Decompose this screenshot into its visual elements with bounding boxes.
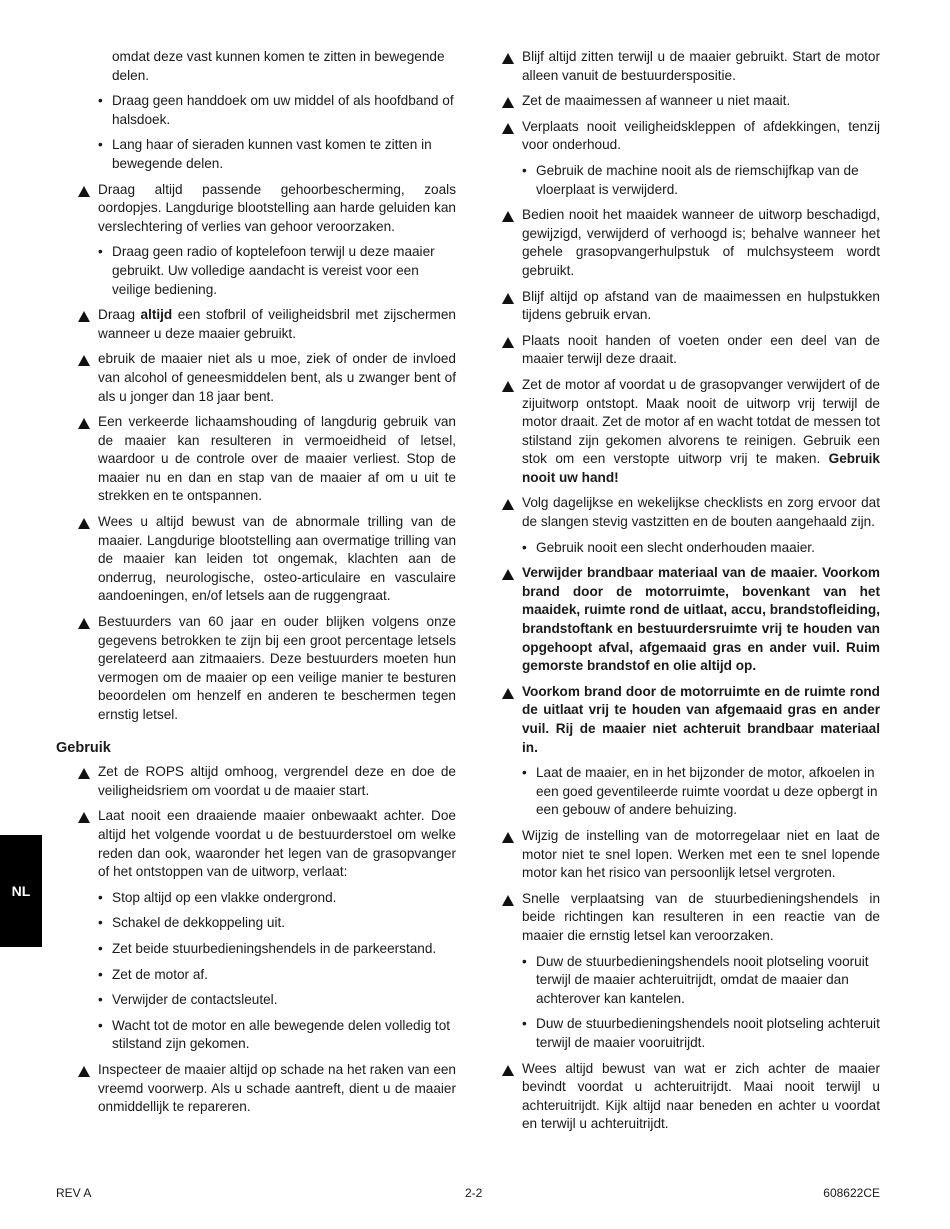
warning-item: Blijf altijd zitten terwijl u de maaier gebruikt. Start de motor alleen vanuit de bestuurderspositie. [480, 48, 880, 85]
language-tab: NL [0, 835, 42, 947]
warning-item: Wijzig de instelling van de motorregelaar niet en laat de motor niet te snel lopen. Werken met een te snel lopende motor kan het risico van persoonlijk letsel vergroten. [480, 827, 880, 883]
continued-text: omdat deze vast kunnen komen te zitten in bewegende delen. [112, 49, 445, 83]
bullet-item: • Laat de maaier, en in het bijzonder de motor, afkoelen in een goed geventileerde ruimte voordat u deze opbergt in een gebouw of andere behuizing. [480, 764, 880, 820]
warning-item: Bedien nooit het maaidek wanneer de uitworp beschadigd, gewijzigd, verwijderd of verhoogd is; behalve wanneer het gehele grasopvangerhulpstuk of mulchsysteem wordt gebruikt. [480, 206, 880, 280]
warning-triangle-icon [78, 1066, 90, 1077]
footer-document-number: 608622CE [823, 1186, 880, 1200]
warning-item: Wees altijd bewust van wat er zich achter de maaier bevindt voordat u achteruitrijdt. Maai nooit terwijl u achteruitrijdt. Kijk altijd naar beneden en achter u voordat en terwijl u achteruitrijdt. [480, 1060, 880, 1134]
warning-triangle-icon [502, 832, 514, 843]
bullet-item: • Draag geen radio of koptelefoon terwijl u deze maaier gebruikt. Uw volledige aandacht is vereist voor een veilige bediening. [56, 243, 456, 299]
warning-item: Laat nooit een draaiende maaier onbewaakt achter. Doe altijd het volgende voordat u de bestuurderstoel om welke reden dan ook, waaronder het legen van de grasopvanger of het ontstoppen van de uitworp, verlaat: [56, 807, 456, 881]
right-column [480, 48, 880, 1141]
warning-item: Volg dagelijkse en wekelijkse checklists en zorg ervoor dat de slangen stevig vastzitten en de bouten aangehaald zijn. [480, 494, 880, 531]
warning-item: ebruik de maaier niet als u moe, ziek of onder de invloed van alcohol of geneesmiddelen bent, als u zwanger bent of als u jonger dan 18 jaar bent. [56, 350, 456, 406]
warning-item: Inspecteer de maaier altijd op schade na het raken van een vreemd voorwerp. Als u schade aantreft, dient u de maaier onmiddellijk te repareren. [56, 1061, 456, 1117]
warning-item: Snelle verplaatsing van de stuurbedieningshendels in beide richtingen kan resulteren in een reactie van de maaier die ernstig letsel kan veroorzaken. [480, 890, 880, 946]
warning-triangle-icon [78, 418, 90, 429]
warning-item: Verwijder brandbaar materiaal van de maaier. Voorkom brand door de motorruimte, bovenkant van het maaidek, ruimte rond de uitlaat, accu, brandstofleiding, brandstoftank en bestuurdersruimte vrij te houden van opgehoopt afval, afgemaaid gras en ander vuil. Ruim gemorste brandstof en olie altijd op. [480, 564, 880, 676]
warning-triangle-icon [78, 311, 90, 322]
warning-triangle-icon [78, 618, 90, 629]
warning-triangle-icon [78, 768, 90, 779]
warning-triangle-icon [502, 499, 514, 510]
bullet-item: • Duw de stuurbedieningshendels nooit plotseling vooruit terwijl de maaier achteruitrijdt, omdat de maaier dan achterover kan kantelen. [480, 953, 880, 1009]
warning-triangle-icon [78, 186, 90, 197]
bullet-item: • Draag geen handdoek om uw middel of als hoofdband of halsdoek. [56, 92, 456, 129]
bullet-item: • Zet beide stuurbedieningshendels in de parkeerstand. [56, 940, 456, 959]
warning-triangle-icon [502, 895, 514, 906]
warning-item: Draag altijd een stofbril of veiligheidsbril met zijschermen wanneer u deze maaier gebruikt. [56, 306, 456, 343]
bullet-item: • Lang haar of sieraden kunnen vast komen te zitten in bewegende delen. [56, 136, 456, 173]
warning-triangle-icon [78, 355, 90, 366]
section-heading: Gebruik [56, 739, 111, 756]
bullet-item: • Schakel de dekkoppeling uit. [56, 914, 456, 933]
bullet-item: • Gebruik de machine nooit als de riemschijfkap van de vloerplaat is verwijderd. [480, 162, 880, 199]
bullet-item: • Zet de motor af. [56, 966, 456, 985]
warning-item: Zet de ROPS altijd omhoog, vergrendel deze en doe de veiligheidsriem om voordat u de maaier start. [56, 763, 456, 800]
warning-item: Voorkom brand door de motorruimte en de ruimte rond de uitlaat vrij te houden van afgemaaid gras en ander vuil. Rij de maaier niet achteruit brandbaar materiaal in. [480, 683, 880, 757]
warning-triangle-icon [502, 97, 514, 108]
warning-triangle-icon [502, 1065, 514, 1076]
warning-triangle-icon [502, 337, 514, 348]
warning-item: Draag altijd passende gehoorbescherming, zoals oordopjes. Langdurige blootstelling aan harde geluiden kan verslechtering of verlies van gehoor veroorzaken. [56, 181, 456, 237]
warning-item: Een verkeerde lichaamshouding of langdurig gebruik van de maaier kan resulteren in vermoeidheid of letsel, waardoor u de controle over de maaier verliest. Stop de maaier nu en dan en stap van de maaier af om u uit te strekken en te ontspannen. [56, 413, 456, 506]
warning-item: Blijf altijd op afstand van de maaimessen en hulpstukken tijdens gebruik ervan. [480, 288, 880, 325]
warning-triangle-icon [502, 211, 514, 222]
warning-triangle-icon [502, 293, 514, 304]
footer-page-number: 2-2 [465, 1186, 483, 1200]
warning-item: Bestuurders van 60 jaar en ouder blijken volgens onze gegevens betrokken te zijn bij een groot percentage letsels gerelateerd aan zitmaaiers. Deze bestuurders moeten hun vermogen om de maaier op een veilige manier te besturen beoordelen om henzelf en anderen te beschermen tegen ernstig letsel. [56, 613, 456, 725]
warning-triangle-icon [502, 381, 514, 392]
warning-triangle-icon [502, 569, 514, 580]
warning-item: Verplaats nooit veiligheidskleppen of afdekkingen, tenzij voor onderhoud. [480, 118, 880, 155]
left-column [56, 48, 456, 1124]
warning-item: Plaats nooit handen of voeten onder een deel van de maaier terwijl deze draait. [480, 332, 880, 369]
bullet-item: • Wacht tot de motor en alle bewegende delen volledig tot stilstand zijn gekomen. [56, 1017, 456, 1054]
warning-item: Zet de motor af voordat u de grasopvanger verwijdert of de zijuitworp ontstopt. Maak nooit de uitworp vrij terwijl de motor draait. Zet de motor af en wacht totdat de messen tot stilstand zijn gekomen alvorens te reinigen. Gebruik een stok om een verstopte uitworp vrij te maken. Gebruik nooit uw hand! [480, 376, 880, 488]
warning-triangle-icon [502, 688, 514, 699]
warning-item: Wees u altijd bewust van de abnormale trilling van de maaier. Langdurige blootstelling aan overmatige trilling van de maaier kan leiden tot ongemak, klachten aan de onderrug, neurologische, osteo-articulaire en vasculaire aandoeningen, en/of letsels aan de ruggengraat. [56, 513, 456, 606]
warning-item: Zet de maaimessen af wanneer u niet maait. [480, 92, 880, 111]
warning-triangle-icon [502, 53, 514, 64]
bullet-item: • Stop altijd op een vlakke ondergrond. [56, 889, 456, 908]
warning-triangle-icon [78, 812, 90, 823]
bullet-item: • Duw de stuurbedieningshendels nooit plotseling achteruit terwijl de maaier vooruitrijdt. [480, 1015, 880, 1052]
footer-revision: REV A [56, 1186, 92, 1200]
bullet-item: • Verwijder de contactsleutel. [56, 991, 456, 1010]
bullet-item: • Gebruik nooit een slecht onderhouden maaier. [480, 539, 880, 558]
warning-triangle-icon [78, 518, 90, 529]
warning-triangle-icon [502, 123, 514, 134]
